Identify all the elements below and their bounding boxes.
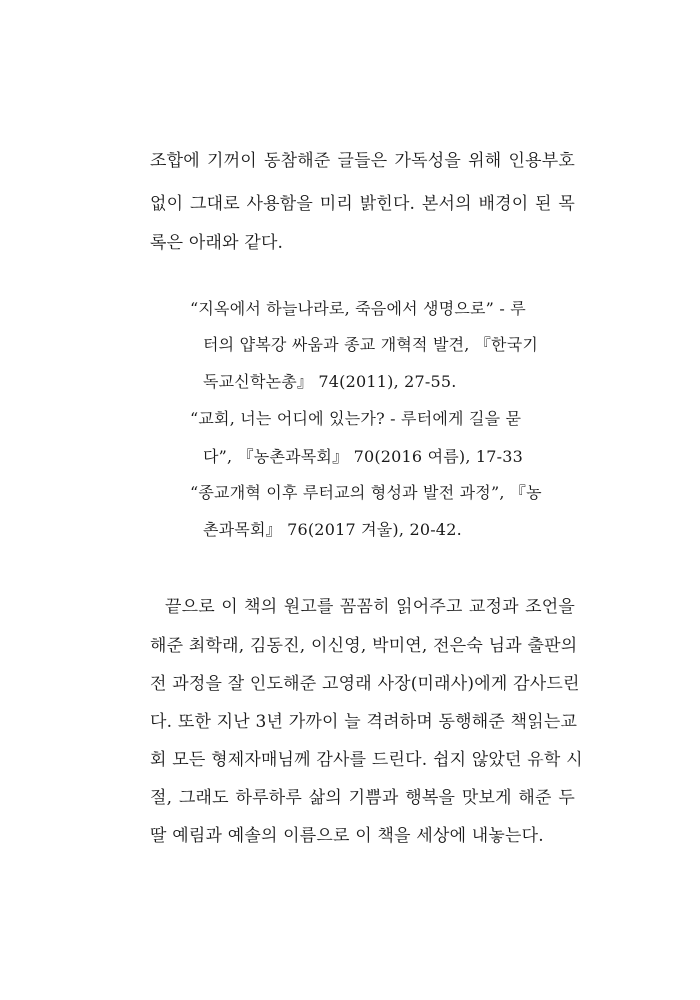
reference-line: 다”, 『농촌과목회』 70(2016 여름), 17-33 <box>203 447 524 466</box>
intro-line: 조합에 기꺼이 동참해준 글들은 가독성을 위해 인용부호 <box>150 151 575 171</box>
reference-line: “교회, 너는 어디에 있는가? - 루터에게 길을 묻 <box>190 409 522 428</box>
reference-line: “종교개혁 이후 루터교의 형성과 발전 과정”, 『농 <box>190 483 542 502</box>
reference-line: 촌과목회』 76(2017 겨울), 20-42. <box>203 520 462 539</box>
closing-line: 해준 최학래, 김동진, 이신영, 박미연, 전은숙 님과 출판의 <box>150 636 578 656</box>
closing-line: 끝으로 이 책의 원고를 꼼꼼히 읽어주고 교정과 조언을 <box>165 597 575 617</box>
intro-line: 록은 아래와 같다. <box>150 233 284 253</box>
reference-line: “지옥에서 하늘나라로, 죽음에서 생명으로” - 루 <box>190 299 526 318</box>
intro-line: 없이 그대로 사용함을 미리 밝힌다. 본서의 배경이 된 목 <box>150 194 575 214</box>
closing-line: 딸 예림과 예솔의 이름으로 이 책을 세상에 내놓는다. <box>150 826 544 846</box>
reference-line: 독교신학논총』 74(2011), 27-55. <box>203 372 457 391</box>
reference-line: 터의 얍복강 싸움과 종교 개혁적 발견, 『한국기 <box>203 335 539 354</box>
closing-line: 전 과정을 잘 인도해준 고영래 사장(미래사)에게 감사드린 <box>150 674 580 694</box>
closing-line: 회 모든 형제자매님께 감사를 드린다. 쉽지 않았던 유학 시 <box>150 750 583 770</box>
closing-line: 절, 그래도 하루하루 삶의 기쁨과 행복을 맛보게 해준 두 <box>150 788 575 808</box>
closing-line: 다. 또한 지난 3년 가까이 늘 격려하며 동행해준 책읽는교 <box>150 712 578 732</box>
